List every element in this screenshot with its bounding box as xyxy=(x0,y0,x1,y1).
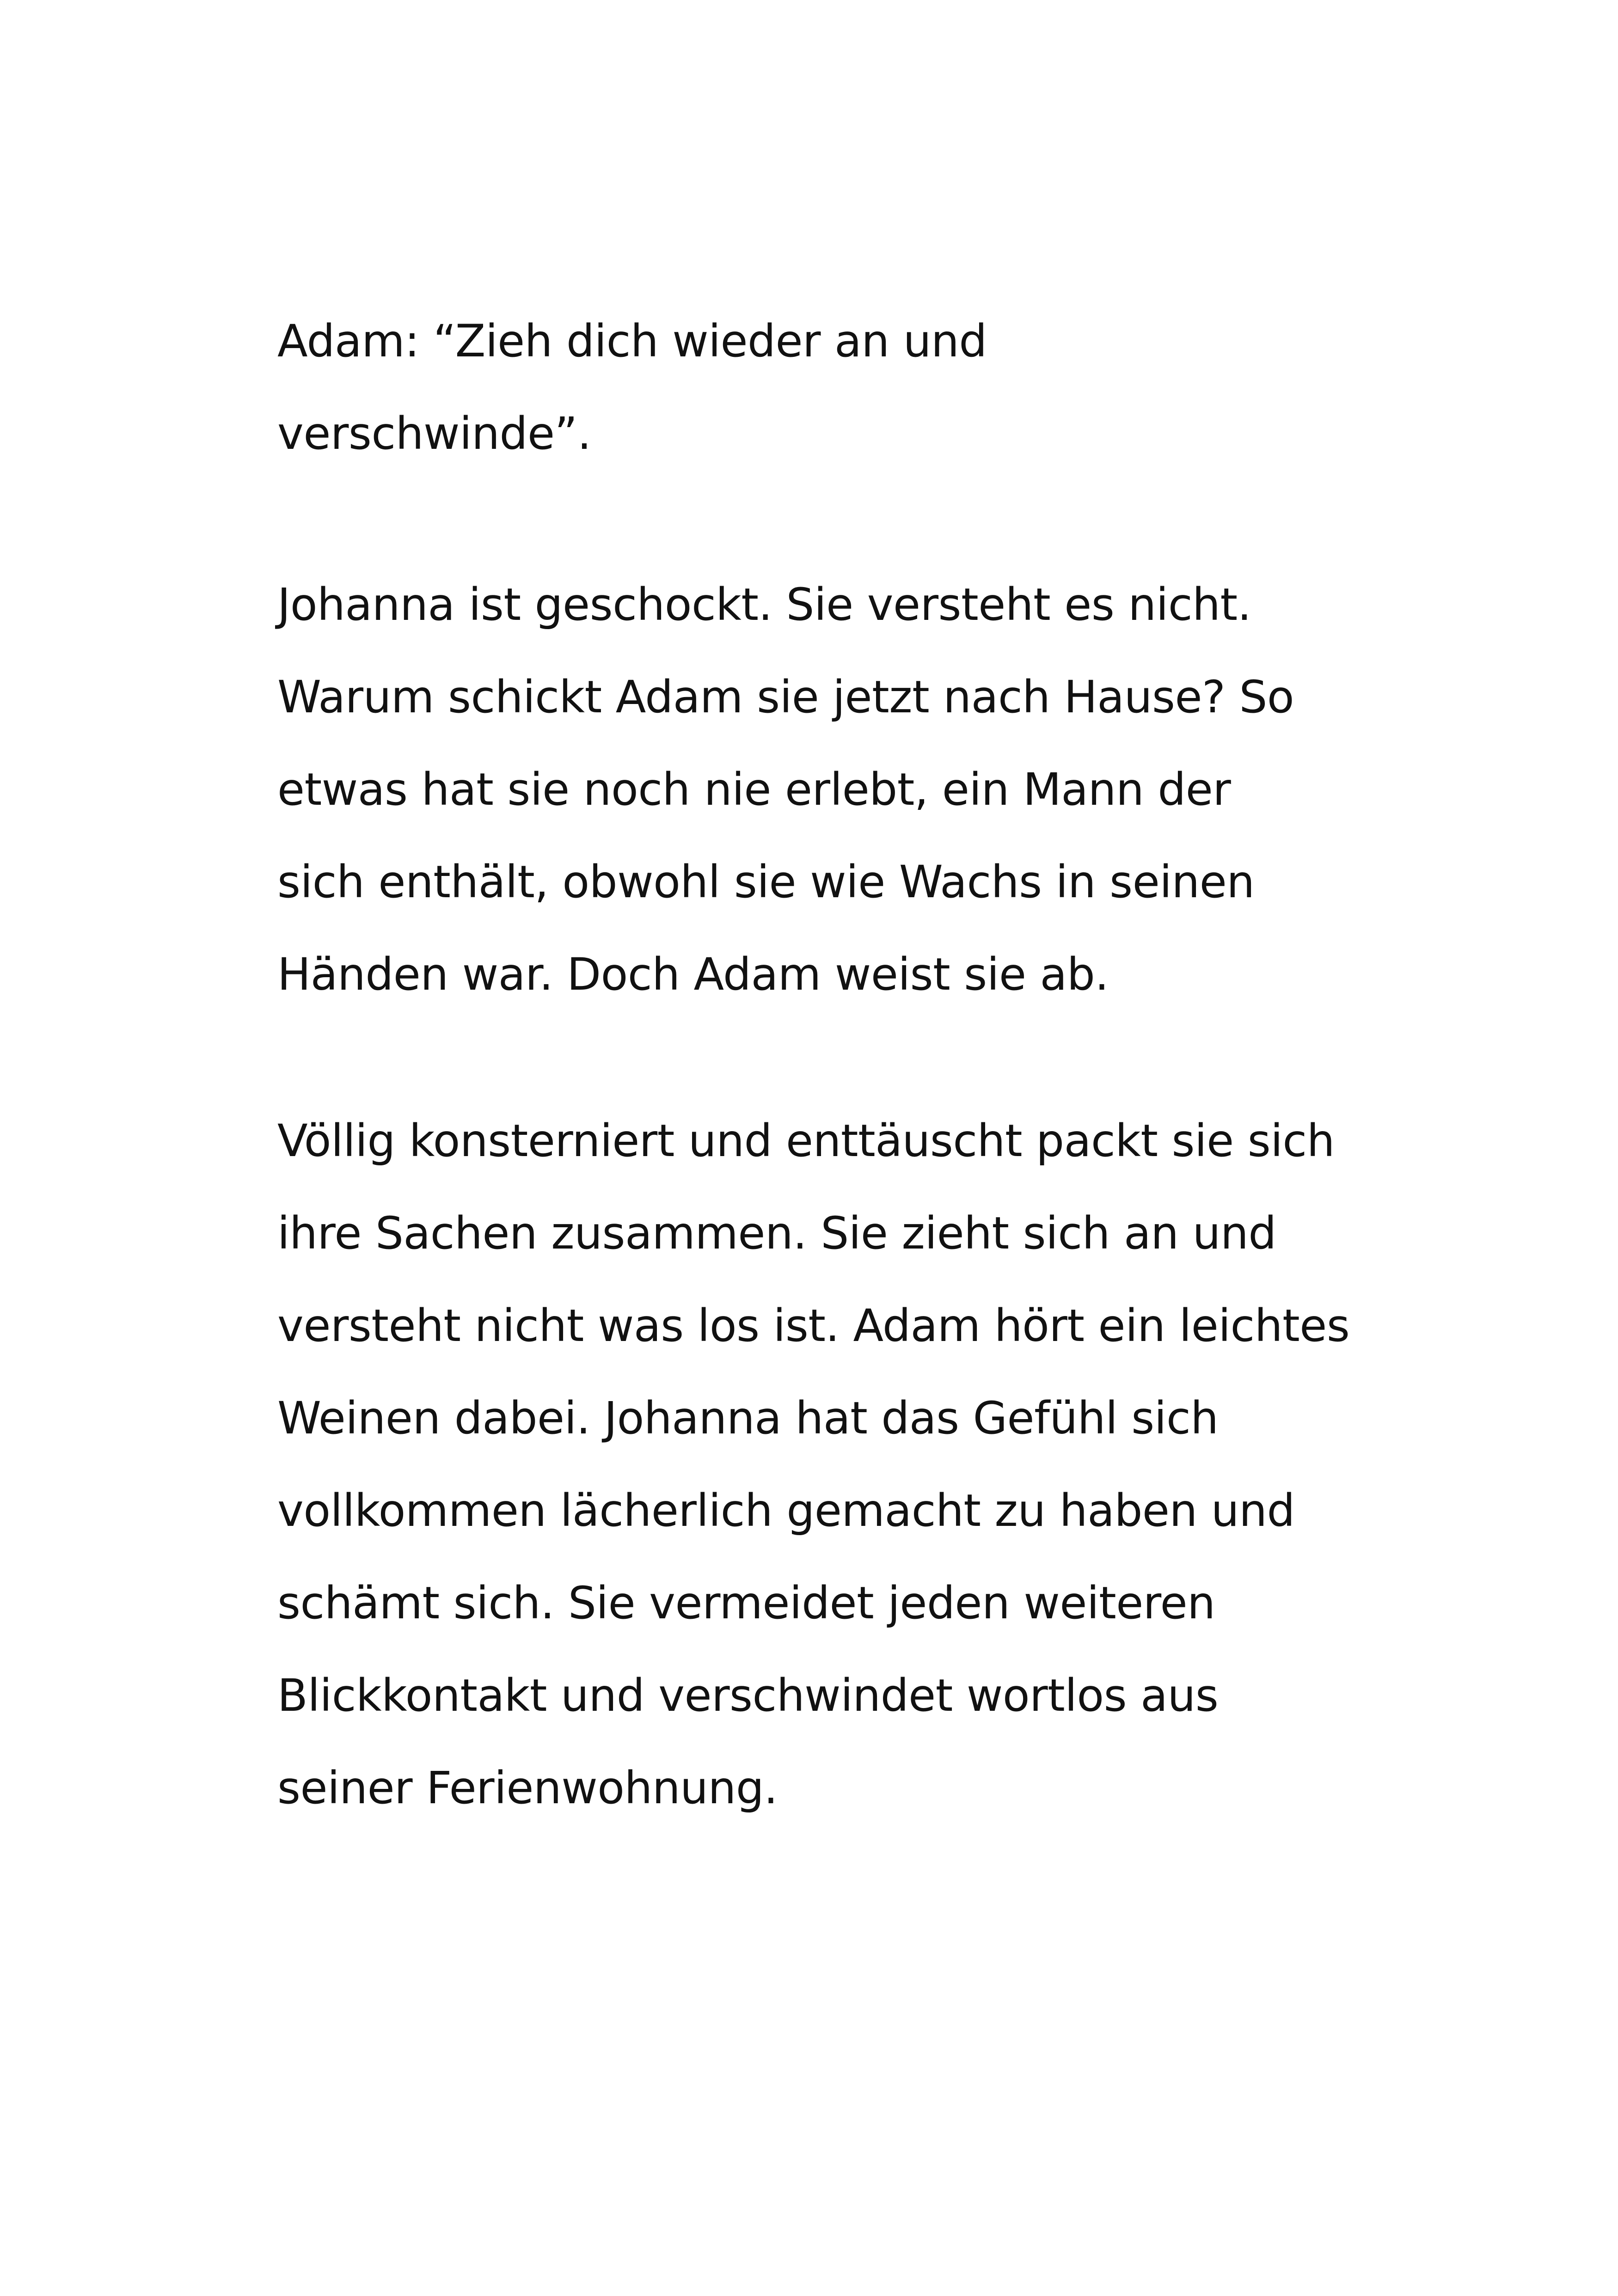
text-line: Warum schickt Adam sie jetzt nach Hause? So xyxy=(277,671,1294,723)
text-line: Händen war. Doch Adam weist sie ab. xyxy=(277,949,1109,1000)
text-line: Völlig konsterniert und enttäuscht packt sie sich xyxy=(277,1115,1335,1167)
text-line: etwas hat sie noch nie erlebt, ein Mann der xyxy=(277,764,1231,815)
text-line: verschwinde”. xyxy=(277,408,591,459)
text-line: versteht nicht was los ist. Adam hört ein leichtes xyxy=(277,1300,1350,1352)
text-line: ihre Sachen zusammen. Sie zieht sich an und xyxy=(277,1207,1276,1259)
text-line: Adam: “Zieh dich wieder an und xyxy=(277,315,987,367)
text-line: vollkommen lächerlich gemacht zu haben und xyxy=(277,1485,1295,1537)
text-line: sich enthält, obwohl sie wie Wachs in seinen xyxy=(277,856,1255,908)
text-line: schämt sich. Sie vermeidet jeden weiteren xyxy=(277,1577,1215,1629)
text-line: Weinen dabei. Johanna hat das Gefühl sich xyxy=(277,1392,1219,1444)
text-line: Johanna ist geschockt. Sie versteht es nicht. xyxy=(277,579,1251,631)
text-line: Blickkontakt und verschwindet wortlos aus xyxy=(277,1670,1219,1721)
text-line: seiner Ferienwohnung. xyxy=(277,1762,778,1814)
